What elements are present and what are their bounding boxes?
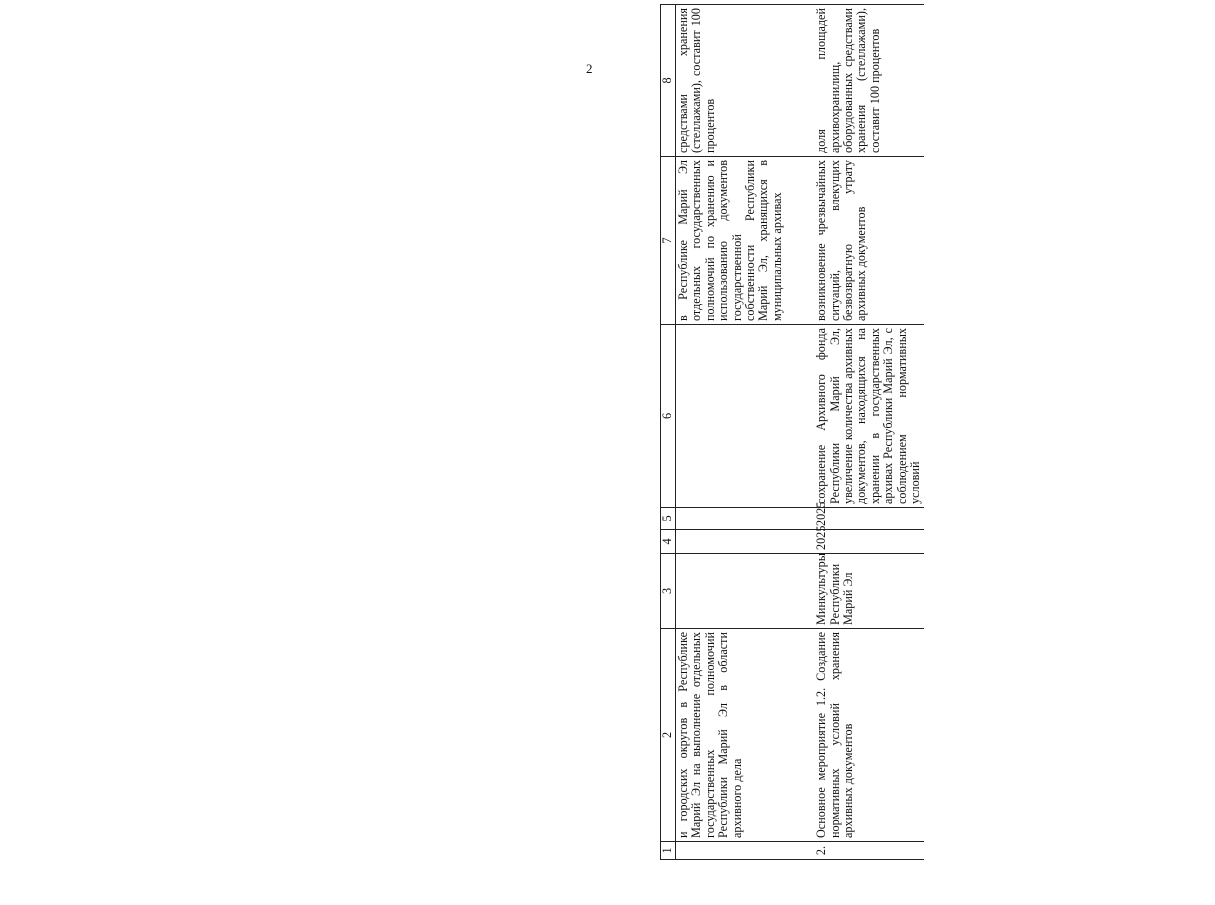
cell-expected-result: сохранение Архивного фонда Республики Марий Эл, увеличение количества архивных документов, находящихся на хранении в государственных архивах Республики Марий Эл, с соблюдением нормативных условий (785, 325, 923, 508)
header-col-7: 7 (661, 157, 676, 325)
cell-start-year (676, 530, 786, 554)
table-row (785, 5, 923, 860)
cell-end-year (676, 508, 786, 530)
page-number: 2 (586, 61, 593, 76)
cell-measure-name: Основное мероприятие 1.2. Создание нормативных условий хранения архивных документов (785, 629, 923, 842)
header-col-6: 6 (661, 325, 676, 508)
header-col-2: 2 (661, 629, 676, 842)
cell-end-year: 2025 (785, 508, 923, 530)
cell-number: 2. (785, 842, 923, 860)
table-row (676, 5, 786, 860)
cell-indicator: средствами хранения (стеллажами), составит 100 процентов (676, 5, 786, 157)
header-col-3: 3 (661, 554, 676, 629)
header-col-8: 8 (661, 5, 676, 157)
cell-number (676, 842, 786, 860)
cell-consequences: в Республике Марий Эл отдельных государственных полномочий по хранению и использованию документов государственной собственности Республики Марий Эл, хранящихся в муниципальных архивах (676, 157, 786, 325)
header-col-1: 1 (661, 842, 676, 860)
header-col-4: 4 (661, 530, 676, 554)
cell-measure-name: и городских округов в Республике Марий Эл на выполнение отдельных государственных полномочий Республики Марий Эл в области архивного дела (676, 629, 786, 842)
cell-indicator: доля площадей архивохранилищ, оборудованных средствами хранения (стеллажами), составит 100 процентов (785, 5, 923, 157)
measures-table (660, 4, 924, 860)
header-row (661, 5, 676, 860)
cell-expected-result (676, 325, 786, 508)
cell-executor: Минкультуры Республики Марий Эл (785, 554, 923, 629)
rotated-table-container (660, 5, 1215, 860)
cell-start-year: 2025 (785, 530, 923, 554)
cell-consequences: возникновение чрезвычайных ситуаций, влекущих безвозвратную утрату архивных документов (785, 157, 923, 325)
header-col-5: 5 (661, 508, 676, 530)
cell-executor (676, 554, 786, 629)
